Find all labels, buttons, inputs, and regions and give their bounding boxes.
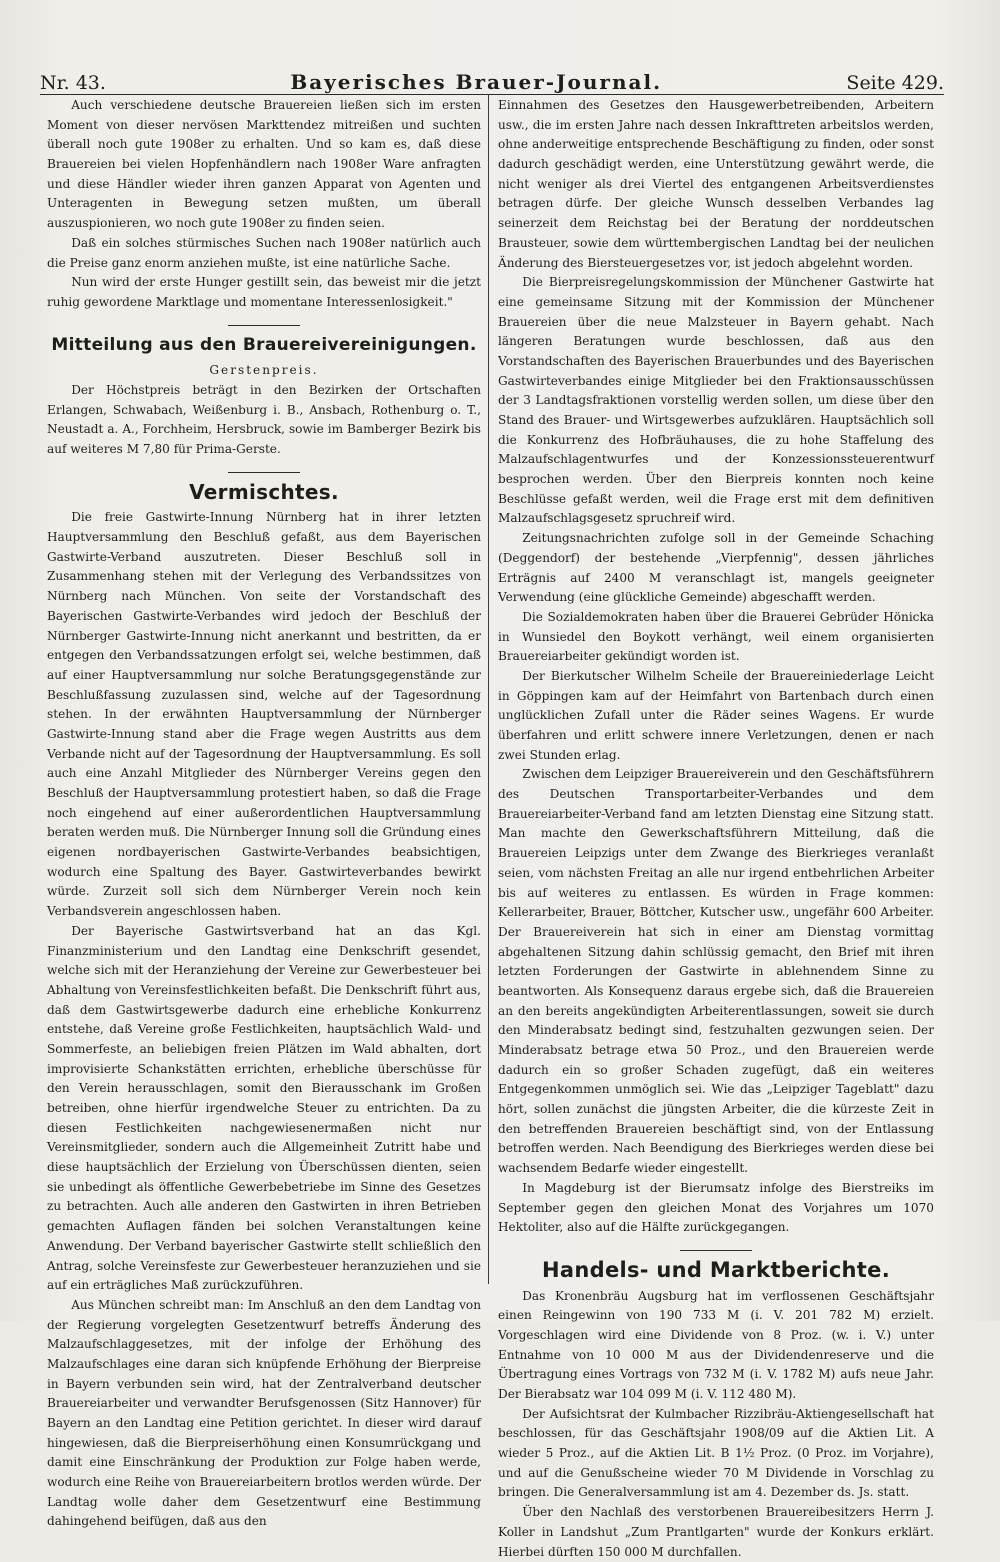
issue-number: Nr. 43.	[40, 72, 106, 94]
left-column	[47, 96, 481, 1529]
page-number: Seite 429.	[846, 72, 944, 94]
section-separator	[228, 472, 300, 473]
section-separator	[680, 1250, 752, 1251]
article-paragraph: Der Aufsichtsrat der Kulmbacher Rizzibräu-Aktiengesellschaft hat beschlossen, für das Geschäftsjahr 1908/09 auf die Aktien Lit. A wieder 5 Proz., auf die Aktien Lit. B 1½ Proz. (0 Proz. im Vorjahre), und auf die Genußscheine wieder 70 M Dividende in Vorschlag zu bringen. Die Generalversammlung ist am 4. Dezember ds. Js. statt.	[498, 1406, 934, 1500]
article-paragraph: Einnahmen des Gesetzes den Hausgewerbetreibenden, Arbeitern usw., die im ersten Jahre nach dessen Inkrafttreten arbeitslos werden, ohne anderweitige entsprechende Beschäftigung zu finden, oder sonst dadurch geschädigt werden, eine Unterstützung gewährt werde, die nicht weniger als drei Viertel des entgangenen Arbeitsverdienstes betragen dürfe. Der gleiche Wunsch desselben Verbandes lag seinerzeit dem Reichstag bei der Beratung der norddeutschen Brausteuer, sowie dem württembergischen Landtag bei der neulichen Änderung des Biersteuergesetzes vor, ist jedoch abgelehnt worden.	[498, 98, 934, 270]
article-paragraph: Nun wird der erste Hunger gestillt sein, das beweist mir die jetzt ruhig gewordene Marktlage und momentane Interessenlosigkeit."	[47, 275, 481, 309]
article-paragraph: Zwischen dem Leipziger Brauereiverein und den Geschäftsführern des Deutschen Transportarbeiter-Verbandes und dem Brauereiarbeiter-Verband fand am letzten Dienstag eine Sitzung statt. Man machte den Gewerkschaftsführern Mitteilung, daß die Brauereien Leipzigs unter dem Zwange des Bierkrieges veranlaßt seien, vom nächsten Freitag an alle nur irgend entbehrlichen Arbeiter bis auf weiteres zu entlassen. Es würden in Frage kommen: Kellerarbeiter, Brauer, Böttcher, Kutscher usw., ungefähr 600 Arbeiter. Der Brauereiverein hat sich in einer am Dienstag vormittag abgehaltenen Sitzung dahin schlüssig gemacht, den Brief mit ihren letzten Forderungen der Gastwirte in ablehnendem Sinne zu beantworten. Als Konsequenz daraus ergebe sich, daß die Brauereien an den bereits angekündigten Arbeiterentlassungen, soweit sie durch den Minderabsatz bedingt sind, festzuhalten gezwungen seien. Der Minderabsatz betrage etwa 50 Proz., und den Brauereien werde dadurch ein so großer Schaden zugefügt, daß ein weiteres Entgegenkommen unmöglich sei. Wie das „Leipziger Tageblatt" dazu hört, sollen zunächst die jüngsten Arbeiter, die die kürzeste Zeit in den betreffenden Brauereien beschäftigt sind, von der Entlassung betroffen werden. Nach Beendigung des Bierkrieges werden diese bei wachsendem Bedarfe wieder eingestellt.	[498, 767, 934, 1176]
section-heading-mitteilung: Mitteilung aus den Brauereivereinigungen.	[51, 334, 477, 355]
section-heading-handels: Handels- und Marktberichte.	[542, 1257, 890, 1282]
section-separator	[228, 325, 300, 326]
article-paragraph: Daß ein solches stürmisches Suchen nach 1908er natürlich auch die Preise ganz enorm anziehen mußte, ist eine natürliche Sache.	[47, 235, 481, 270]
section-heading-vermischtes: Vermischtes.	[189, 479, 339, 504]
article-paragraph: Die freie Gastwirte-Innung Nürnberg hat in ihrer letzten Hauptversammlung den Beschluß gefaßt, aus dem Bayerischen Gastwirte-Verband auszutreten. Dieser Beschluß soll in Zusammenhang stehen mit der Verlegung des Verbandssitzes von Nürnberg nach München. Von seite der Vorstandschaft des Bayerischen Gastwirte-Verbandes wird jedoch der Beschluß der Nürnberger Gastwirte-Innung nicht anerkannt und bestritten, da er entgegen den Verbandssatzungen erfolgt sei, welche bestimmen, daß auf einer Hauptversammlung nur solche Beratungsgegenstände zur Beschlußfassung zuzulassen sind, welche auf der Tagesordnung stehen. In der erwähnten Hauptversammlung der Nürnberger Gastwirte-Innung stand aber die Frage wegen Austritts aus dem Verbande nicht auf der Tagesordnung der Hauptversammlung. Es soll auch eine Anzahl Mitglieder des Nürnberger Vereins gegen den Beschluß der Hauptversammlung protestiert haben, so daß die Frage noch eingehend auf einer außerordentlichen Hauptversammlung beraten werden muß. Die Nürnberger Innung soll die Gründung eines eigenen nordbayerischen Gastwirte-Verbandes beabsichtigen, wodurch eine Spaltung des Bayer. Gastwirteverbandes bewirkt würde. Zurzeit soll sich dem Nürnberger Verein noch kein Verbandsverein angeschlossen haben.	[47, 510, 481, 919]
article-paragraph: Die Bierpreisregelungskommission der Münchener Gastwirte hat eine gemeinsame Sitzung mit der Kommission der Münchener Brauereien über die neue Malzsteuer in Bayern gehabt. Nach längeren Beratungen wurde beschlossen, daß aus den Vorstandschaften des Bayerischen Brauerbundes und des Bayerischen Gastwirteverbandes einige Mitglieder bei den Fraktionsausschüssen der 3 Landtagsfraktionen vorstellig werden sollen, um diese über den Stand des Brauer- und Wirtsgewerbes aufzuklären. Hauptsächlich soll die Konkurrenz des Hofbräuhauses, die zu hohe Staffelung des Malzaufschlagentwurfes und der Konzessionssteuerentwurf besprochen werden. Über den Bierpreis konnten noch keine Beschlüsse gefaßt werden, weil die Frage erst mit dem definitiven Malzaufschlagsgesetz spruchreif wird.	[498, 275, 934, 526]
article-paragraph: Der Bierkutscher Wilhelm Scheile der Brauereiniederlage Leicht in Göppingen kam auf der Heimfahrt von Bartenbach durch einen unglücklichen Zufall unter die Räder seines Wagens. Er wurde überfahren und erlitt schwere innere Verletzungen, denen er nach zwei Stunden erlag.	[498, 668, 934, 762]
article-paragraph: In Magdeburg ist der Bierumsatz infolge des Bierstreiks im September gegen den gleichen Monat des Vorjahres um 1070 Hektoliter, also auf die Hälfte zurückgegangen.	[498, 1180, 934, 1235]
subheading-gerstenpreis: Gerstenpreis.	[209, 363, 319, 378]
page-header	[40, 58, 944, 95]
article-paragraph: Zeitungsnachrichten zufolge soll in der Gemeinde Schaching (Deggendorf) der bestehende „Vierpfennig", dessen jährliches Erträgnis auf 2400 M veranschlagt ist, mangels geeigneter Verwendung (eine glückliche Gemeinde) abgeschafft werden.	[498, 531, 934, 605]
article-paragraph: Der Höchstpreis beträgt in den Bezirken der Ortschaften Erlangen, Schwabach, Weißenburg i. B., Ansbach, Rothenburg o. T., Neustadt a. A., Forchheim, Hersbruck, sowie im Bamberger Bezirk bis auf weiteres M 7,80 für Prima-Gerste.	[47, 382, 481, 456]
journal-title: Bayerisches Brauer-Journal.	[290, 70, 663, 94]
article-paragraph: Über den Nachlaß des verstorbenen Brauereibesitzers Herrn J. Koller in Landshut „Zum Prantlgarten" wurde der Konkurs erklärt. Hierbei dürften 150 000 M durchfallen.	[498, 1505, 934, 1559]
article-paragraph: Der Bayerische Gastwirtsverband hat an das Kgl. Finanzministerium und den Landtag eine Denkschrift gesendet, welche sich mit der Heranziehung der Vereine zur Gewerbesteuer bei Abhaltung von Vereinsfestlichkeiten befaßt. Die Denkschrift führt aus, daß dem Gastwirtsgewerbe dadurch eine erhebliche Konkurrenz entstehe, daß Vereine große Festlichkeiten, hauptsächlich Wald- und Sommerfeste, an beliebigen freien Plätzen im Wald abhalten, dort improvisierte Schankstätten errichten, erhebliche überschüsse für den Verein herausschlagen, somit den Bierausschank im Großen betreiben, ohne hierfür irgendwelche Steuer zu entrichten. Da zu diesen Festlichkeiten nachgewiesenermaßen nicht nur Vereinsmitglieder, sondern auch die Allgemeinheit Zutritt habe und diese hauptsächlich der Erzielung von Überschüssen dienten, seien sie unbedingt als öffentliche Gewerbebetriebe im Sinne des Gesetzes zu betrachten. Auch alle anderen den Gastwirten in ihren Betrieben gemachten Auflagen fänden bei solchen Veranstaltungen keine Anwendung. Der Verband bayerischer Gastwirte stellt schließlich den Antrag, solche Vereinsfeste zur Gewerbesteuer heranzuziehen und sie auf ein erträgliches Maß zurückzuführen.	[47, 923, 481, 1293]
article-paragraph: Die Sozialdemokraten haben über die Brauerei Gebrüder Hönicka in Wunsiedel den Boykott verhängt, weil einem organisierten Brauereiarbeiter gekündigt worden ist.	[498, 609, 934, 664]
right-column	[498, 96, 934, 1559]
article-paragraph: Das Kronenbräu Augsburg hat im verflossenen Geschäftsjahr einen Reingewinn von 190 733 M (i. V. 201 782 M) erzielt. Vorgeschlagen wird eine Dividende von 8 Proz. (w. i. V.) unter Entnahme von 10 000 M aus der Dividendenreserve und die Übertragung eines Vortrags von 732 M (i. V. 1782 M) aufs neue Jahr. Der Bierabsatz war 104 099 M (i. V. 112 480 M).	[498, 1288, 934, 1401]
column-divider	[488, 94, 489, 1284]
article-paragraph: Aus München schreibt man: Im Anschluß an den dem Landtag von der Regierung vorgelegten Gesetzentwurf betreffs Änderung des Malzaufschlaggesetzes, mit der infolge der Erhöhung des Malzaufschlages eine daran sich knüpfende Erhöhung der Bierpreise in Bayern verbunden sein wird, hat der Zentralverband deutscher Brauereiarbeiter und verwandter Berufsgenossen (Sitz Hannover) für Bayern an den Landtag eine Petition gerichtet. In dieser wird darauf hingewiesen, daß die Bierpreiserhöhung einen Konsumrückgang und damit eine Einschränkung der Produktion zur Folge haben werde, wodurch eine Reihe von Brauereiarbeitern brotlos werden würde. Der Landtag wolle daher dem Gesetzentwurf eine Bestimmung dahingehend beifügen, daß aus den	[47, 1297, 481, 1529]
article-paragraph: Auch verschiedene deutsche Brauereien ließen sich im ersten Moment von dieser nervösen Markttendez mitreißen und suchten überall noch gute 1908er zu erhalten. Und so kam es, daß diese Brauereien bei vielen Hopfenhändlern nach 1908er Ware anfragten und diese Händler wieder ihren ganzen Apparat von Agenten und Unteragenten in Bewegung setzen mußten, um überall auszuspionieren, wo noch gute 1908er zu finden seien.	[47, 98, 481, 231]
